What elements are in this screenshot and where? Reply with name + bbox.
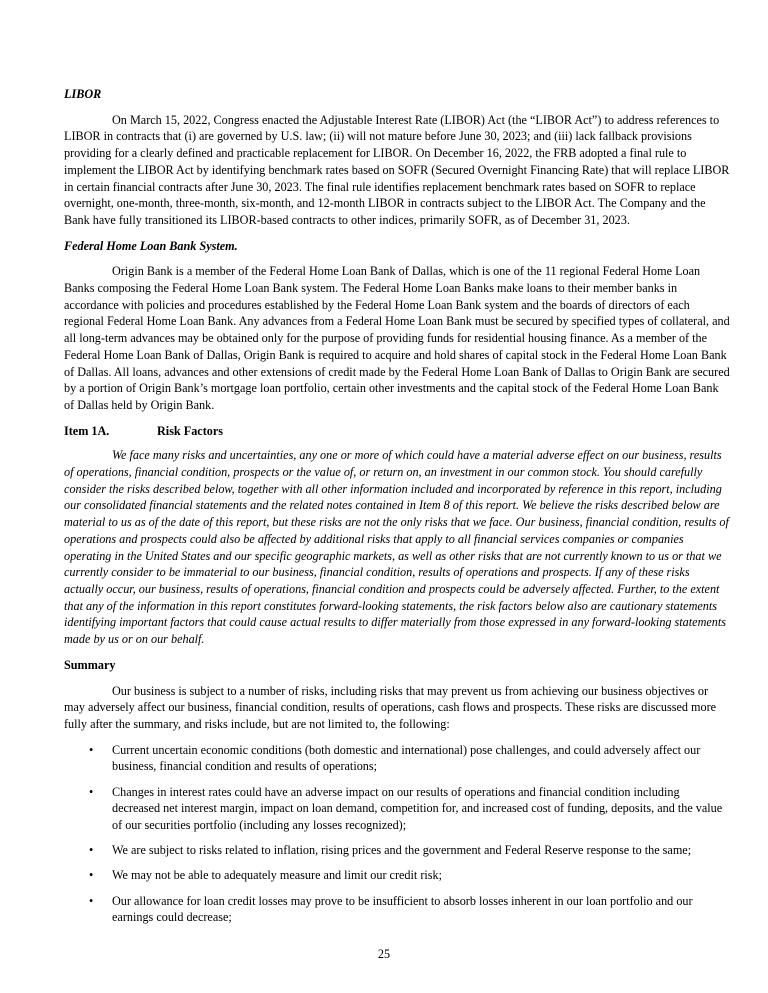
bullet-icon: •: [89, 742, 94, 757]
bullet-icon: •: [89, 893, 94, 908]
page-number: 25: [377, 947, 391, 961]
list-item-text: Changes in interest rates could have an adverse impact on our results of operations and financial condition including decreased net interest margin, impact on loan demand, competition for, and increased cost of funding, deposits, and the value of our securities portfolio (including any losses recognized);: [112, 784, 723, 832]
list-item: [64, 742, 730, 775]
list-item: [64, 867, 730, 884]
item-heading-risk-factors: [64, 423, 730, 440]
list-item-text: Current uncertain economic conditions (both domestic and international) pose challenges, and could adversely affect our business, financial condition and results of operations;: [112, 742, 701, 774]
risk-factors-intro: We face many risks and uncertainties, any one or more of which could have a material adverse effect on our business, results of operations, financial condition, prospects or the value of, or return on, an investment in our common stock. You should carefully consider the risks described below, together with all other information included and incorporated by reference in this report, including our consolidated financial statements and the related notes contained in Item 8 of this report. We believe the risks described below are material to us as of the date of this report, but these risks are not the only risks that we face. Our business, financial condition, results of operations and prospects could also be affected by additional risks that apply to all financial services companies or companies operating in the United States and our specific geographic markets, as well as other risks that are not currently known to us or that we currently consider to be immaterial to our business, financial condition, results of operations and prospects. If any of these risks actually occur, our business, results of operations, financial condition and prospects could be adversely affected. Further, to the extent that any of the information in this report constitutes forward-looking statements, the risk factors below also are cautionary statements identifying important factors that could cause actual results to differ materially from those expressed in any forward-looking statements made by us or on our behalf.: [64, 448, 729, 647]
document-page: [64, 86, 730, 934]
risk-summary-list: [64, 742, 730, 926]
bullet-icon: •: [89, 784, 94, 799]
list-item-text: We are subject to risks related to inflation, rising prices and the government and Federal Reserve response to the same;: [112, 843, 692, 858]
bullet-icon: •: [89, 868, 94, 883]
libor-paragraph: On March 15, 2022, Congress enacted the Adjustable Interest Rate (LIBOR) Act (the “LIBOR Act”) to address references to LIBOR in contracts that (i) are governed by U.S. law; (ii) will not mature before June 30, 2023; and (iii) lack fallback provisions providing for a clearly defined and practicable replacement for LIBOR. On December 16, 2022, the FRB adopted a final rule to implement the LIBOR Act by identifying benchmark rates based on SOFR (Secured Overnight Financing Rate) that will replace LIBOR in certain financial contracts after June 30, 2023. The final rule identifies replacement benchmark rates based on SOFR to replace overnight, one-month, three-month, six-month, and 12-month LIBOR in contracts subject to the LIBOR Act. The Company and the Bank have fully transitioned its LIBOR-based contracts to other indices, primarily SOFR, as of December 31, 2023.: [64, 112, 730, 227]
item-title: Risk Factors: [157, 423, 224, 438]
item-number: Item 1A.: [64, 423, 110, 438]
summary-paragraph: Our business is subject to a number of risks, including risks that may prevent us from achieving our business objectives or may adversely affect our business, financial condition, results of operations, cash flows and prospects. These risks are discussed more fully after the summary, and risks include, but are not limited to, the following:: [64, 683, 717, 731]
fhlb-paragraph: Origin Bank is a member of the Federal Home Loan Bank of Dallas, which is one of the 11 regional Federal Home Loan Banks composing the Federal Home Loan Bank system. The Federal Home Loan Banks make loans to their member banks in accordance with policies and procedures established by the Federal Home Loan Bank system and the boards of directors of each regional Federal Home Loan Bank. Any advances from a Federal Home Loan Bank must be secured by specified types of collateral, and all long-term advances may be obtained only for the purpose of providing funds for residential housing finance. As a member of the Federal Home Loan Bank of Dallas, Origin Bank is required to acquire and hold shares of capital stock in the Federal Home Loan Bank of Dallas. All loans, advances and other extensions of credit made by the Federal Home Loan Bank of Dallas to Origin Bank are secured by a portion of Origin Bank’s mortgage loan portfolio, certain other investments and the capital stock of the Federal Home Loan Bank of Dallas held by Origin Bank.: [64, 264, 730, 412]
section-heading-fhlb: Federal Home Loan Bank System.: [64, 238, 238, 253]
section-heading-libor: LIBOR: [64, 87, 102, 101]
list-item: [64, 784, 730, 834]
bullet-icon: •: [89, 843, 94, 858]
list-item-text: Our allowance for loan credit losses may prove to be insufficient to absorb losses inherent in our loan portfolio and our earnings could decrease;: [112, 893, 693, 925]
list-item: [64, 842, 730, 859]
section-heading-summary: Summary: [64, 657, 116, 672]
list-item: [64, 893, 730, 926]
list-item-text: We may not be able to adequately measure and limit our credit risk;: [112, 868, 443, 883]
